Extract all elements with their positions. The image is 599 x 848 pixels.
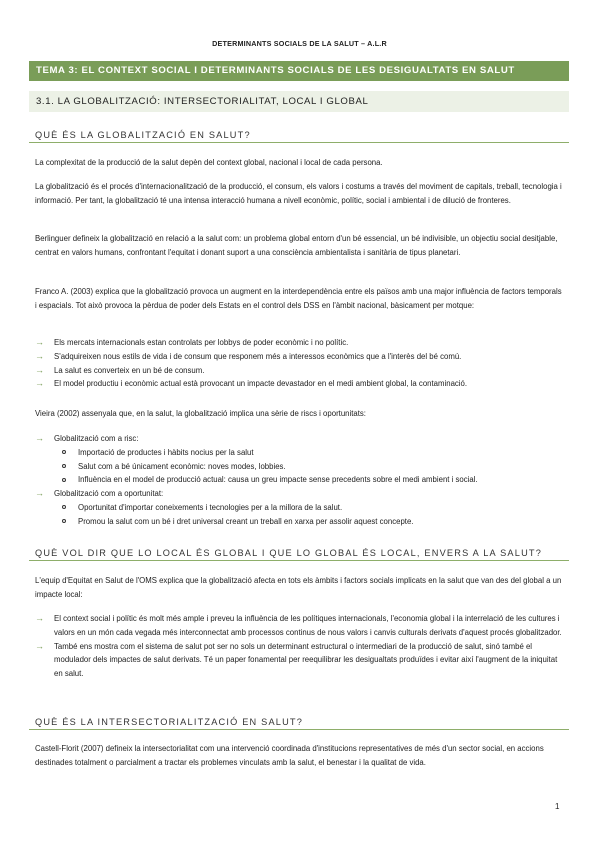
page-number: 1 <box>555 802 560 811</box>
paragraph: La complexitat de la producció de la salut depèn del context global, nacional i local de cada persona. <box>35 158 383 167</box>
sub-list-opportunities <box>54 501 565 529</box>
paragraph: Berlinguer defineix la globalització en relació a la salut com: un problema global entorn d'un bé essencial, un bé indivisible, un objectiu social desitjable, centrat en valors humans, confrontant l'equitat i donant suport a una consciència ambientalista i sanitària de tipus planetari. <box>35 234 558 257</box>
list-item-text: També ens mostra com el sistema de salut pot ser no sols un determinant estructural o intermediari de la producció de salut, sinó també el modulador dels impactes de salut derivats. Té un paper fonamental per reequilibrar les desigualtats produïdes i evitar així l'augment de la iniquitat en salut. <box>54 641 558 679</box>
list-item-text: S'adquireixen nous estils de vida i de consum que responem més a interessos econòmics que a l'interès del bé comú. <box>54 351 462 361</box>
section-heading-local-global: QUÈ VOL DIR QUE LO LOCAL ÉS GLOBAL I QUE LO GLOBAL ÉS LOCAL, ENVERS A LA SALUT? <box>29 548 569 561</box>
circle-bullet-icon <box>62 519 66 523</box>
sub-list-item <box>54 473 565 487</box>
arrow-right-icon: → <box>35 488 44 499</box>
running-header: DETERMINANTS SOCIALS DE LA SALUT – A.L.R <box>212 39 387 48</box>
list-item-text: Globalització com a oportunitat: <box>54 489 164 499</box>
sub-list-item-text: Importació de productes i hàbits nocius per la salut <box>78 447 254 457</box>
paragraph: La globalització és el procés d'internacionalització de la producció, el consum, els valors i costums a través del moviment de capitals, treball, tecnologia i informació. Per tant, la globalització té una intensa interacció humana a nivell econòmic, polític, social i ambiental i de dilució de fronteres. <box>35 182 562 205</box>
paragraph: Franco A. (2003) explica que la globalització provoca un augment en la interdependència entre els països amb una major influència de factors temporals i espacials. Tot això provoca la pèrdua de poder dels Estats en el control dels DSS en l'àmbit nacional, bàsicament per motque: <box>35 287 562 310</box>
sub-list-item-text: Influència en el model de producció actual: causa un greu impacte sense precedents sobre el medi ambient i social. <box>78 475 478 485</box>
arrow-right-icon: → <box>35 364 44 375</box>
arrow-right-icon: → <box>35 378 44 389</box>
list-item <box>35 377 565 391</box>
list-item-text: Globalització com a risc: <box>54 434 139 443</box>
arrow-right-icon: → <box>35 433 44 443</box>
list-item <box>35 487 565 528</box>
list-item <box>35 612 565 640</box>
list-item <box>35 364 565 378</box>
sub-list-item-text: Salut com a bé únicament econòmic: noves modes, lobbies. <box>78 461 286 471</box>
list-item-text: El context social i polític és molt més ample i preveu la influència de les polítiques internacionals, l'economia global i la interrelació de les cultures i valors en un món cada vegada més interconnectat amb processos continus de nous valors i canvis culturals derivats d'aquest procés globalitzador. <box>54 614 562 637</box>
section-heading-intersectorialitzacio: QUÈ ÉS LA INTERSECTORIALITZACIÓ EN SALUT? <box>29 717 569 730</box>
sub-list-item <box>54 515 565 529</box>
sub-list-item <box>54 460 565 474</box>
arrow-right-icon: → <box>35 350 44 361</box>
theme-title-band: TEMA 3: EL CONTEXT SOCIAL I DETERMINANTS SOCIALS DE LES DESIGUALTATS EN SALUT <box>29 61 569 81</box>
sub-list-item <box>54 446 565 460</box>
arrow-right-icon: → <box>35 640 44 651</box>
list-item <box>35 432 565 487</box>
section-heading-globalitzacio: QUÈ ÉS LA GLOBALITZACIÓ EN SALUT? <box>29 130 569 143</box>
risks-opportunities-list <box>35 432 565 529</box>
circle-bullet-icon <box>62 450 66 454</box>
list-item-text: La salut es converteix en un bé de consum. <box>54 365 205 375</box>
sub-list-item-text: Oportunitat d'importar coneixements i tecnologies per a la millora de la salut. <box>78 502 343 512</box>
bullet-list <box>35 336 565 391</box>
arrow-right-icon: → <box>35 337 44 347</box>
list-item <box>35 350 565 364</box>
list-item-text: El model productiu i econòmic actual està provocant un impacte devastador en el medi ambient global, la contaminació. <box>54 379 468 389</box>
paragraph: L'equip d'Equitat en Salut de l'OMS explica que la globalització afecta en tots els àmbits i factors socials implicats en la salut que van des del global a un impacte local: <box>35 576 562 599</box>
sub-list-risks <box>54 446 565 487</box>
list-item <box>35 640 565 681</box>
sub-list-item-text: Promou la salut com un bé i dret universal creant un treball en xarxa per assolir aquest concepte. <box>78 516 414 526</box>
bullet-list <box>35 612 565 681</box>
list-item-text: Els mercats internacionals estan controlats per lobbys de poder econòmic i no polític. <box>54 338 349 347</box>
list-item <box>35 336 565 350</box>
paragraph: Vieira (2002) assenyala que, en la salut, la globalització implica una sèrie de riscs i oportunitats: <box>35 409 366 418</box>
sub-list-item <box>54 501 565 515</box>
circle-bullet-icon <box>62 505 66 509</box>
paragraph: Castell-Florit (2007) defineix la intersectorialitat com una intervenció coordinada d'institucions representatives de més d'un sector social, en accions destinades totalment o parcialment a tractar els problemes vinculats amb la salut, el benestar i la qualitat de vida. <box>35 744 544 767</box>
circle-bullet-icon <box>62 478 66 482</box>
circle-bullet-icon <box>62 464 66 468</box>
arrow-right-icon: → <box>35 613 44 623</box>
subtitle-band: 3.1. LA GLOBALITZACIÓ: INTERSECTORIALITAT, LOCAL I GLOBAL <box>29 91 569 112</box>
